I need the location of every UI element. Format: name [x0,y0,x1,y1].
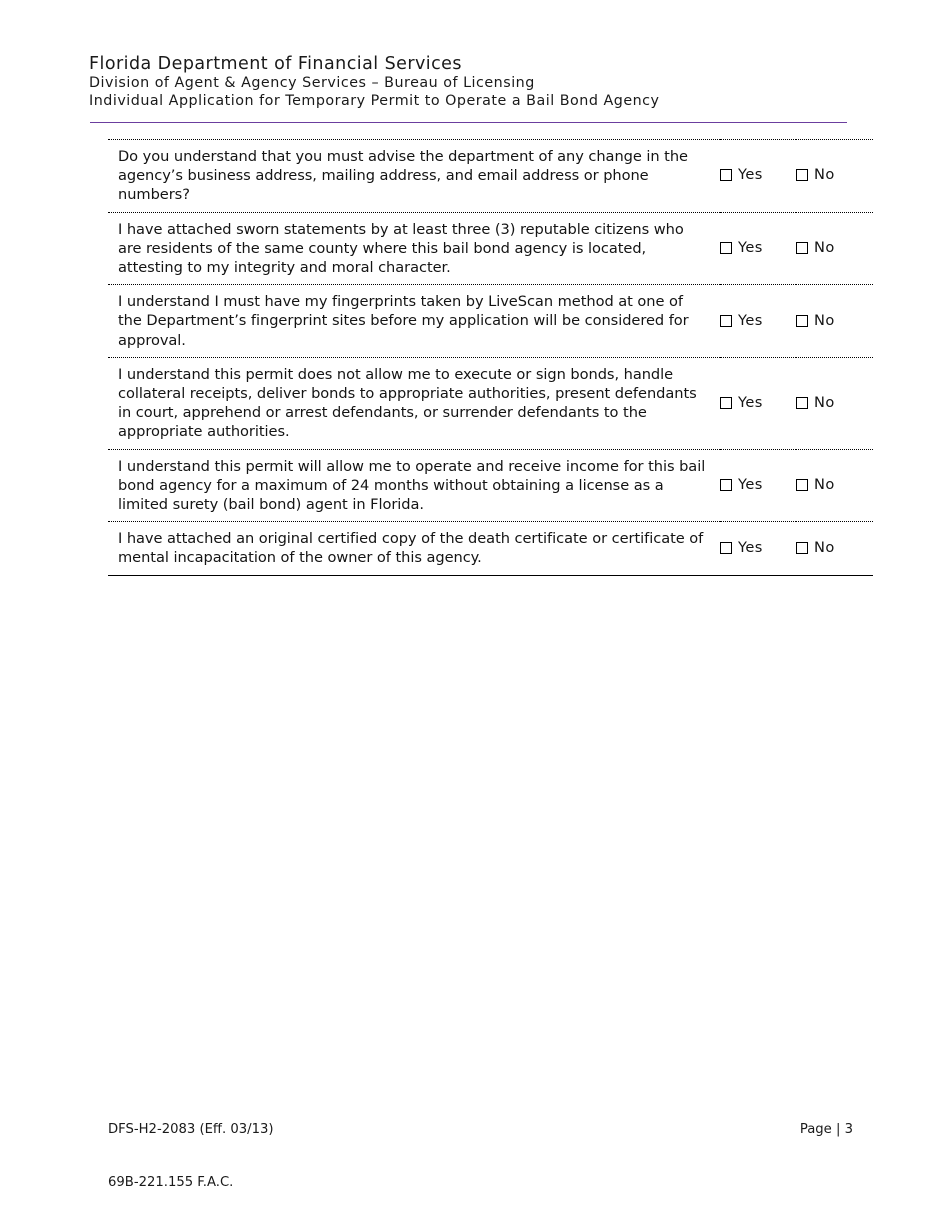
checkbox-label-no: No [814,475,835,493]
checkbox-label-no: No [814,238,835,256]
division-subtitle: Division of Agent & Agency Services – Bureau of Licensing [89,75,535,91]
checkbox-yes[interactable] [720,169,732,181]
answer-option-yes[interactable] [720,539,763,557]
table-row [108,212,873,285]
document-header [89,54,849,110]
checkbox-yes[interactable] [720,242,732,254]
checkbox-yes[interactable] [720,315,732,327]
question-text: I understand this permit does not allow me to execute or sign bonds, handle collateral receipts, deliver bonds to appropriate authorities, present defendants in court, apprehend or arrest defendants, or surrender defendants to the appropriate authorities. [118,365,697,441]
checkbox-label-no: No [814,538,835,556]
checkbox-label-yes: Yes [738,238,763,256]
checkbox-label-yes: Yes [738,475,763,493]
checkbox-yes[interactable] [720,479,732,491]
questions-body [108,140,873,576]
answer-cell-no [796,357,873,449]
answer-cell-yes [720,522,796,575]
checkbox-label-no: No [814,166,835,184]
table-row [108,357,873,449]
table-row [108,285,873,358]
acknowledgement-questions-table [108,139,873,576]
checkbox-yes[interactable] [720,397,732,409]
question-text: I have attached sworn statements by at least three (3) reputable citizens who are residents of the same county where this bail bond agency is located, attesting to my integrity and moral character. [118,220,684,277]
form-title: Individual Application for Temporary Permit to Operate a Bail Bond Agency [89,92,660,109]
answer-cell-no [796,522,873,575]
table-row [108,522,873,575]
checkbox-no[interactable] [796,479,808,491]
checkbox-no[interactable] [796,315,808,327]
answer-option-no[interactable] [796,394,835,412]
answer-cell-yes [720,357,796,449]
answer-option-no[interactable] [796,239,835,257]
checkbox-no[interactable] [796,169,808,181]
checkbox-label-yes: Yes [738,166,763,184]
footer-top-line [108,1121,853,1141]
answer-cell-no [796,140,873,213]
answer-option-yes[interactable] [720,476,763,494]
table-row [108,140,873,213]
answer-cell-yes [720,212,796,285]
checkbox-label-yes: Yes [738,538,763,556]
answer-cell-no [796,449,873,522]
answer-option-no[interactable] [796,539,835,557]
table-row [108,449,873,522]
answer-option-yes[interactable] [720,312,763,330]
checkbox-yes[interactable] [720,542,732,554]
fac-reference: 69B-221.155 F.A.C. [108,1175,234,1190]
answer-option-no[interactable] [796,476,835,494]
answer-option-yes[interactable] [720,166,763,184]
question-text: I have attached an original certified copy of the death certificate or certificate of mental incapacitation of the owner of this agency. [118,530,704,567]
question-text: I understand I must have my fingerprints taken by LiveScan method at one of the Department’s fingerprint sites before my application will be considered for approval. [118,293,689,349]
header-divider-rule [90,122,847,123]
checkbox-no[interactable] [796,242,808,254]
page-number: Page | 3 [799,1122,853,1137]
checkbox-no[interactable] [796,542,808,554]
checkbox-no[interactable] [796,397,808,409]
answer-cell-yes [720,449,796,522]
checkbox-label-yes: Yes [738,393,763,411]
form-code: DFS-H2-2083 (Eff. 03/13) [108,1122,274,1137]
answer-option-yes[interactable] [720,239,763,257]
answer-cell-no [796,212,873,285]
question-text: Do you understand that you must advise the department of any change in the agency’s business address, mailing address, and email address or phone numbers? [118,148,688,204]
checkbox-label-no: No [814,393,835,411]
checkbox-label-yes: Yes [738,311,763,329]
answer-option-yes[interactable] [720,394,763,412]
checkbox-label-no: No [814,311,835,329]
answer-cell-yes [720,140,796,213]
answer-option-no[interactable] [796,312,835,330]
answer-cell-no [796,285,873,358]
document-footer [108,1121,853,1201]
organization-title: Florida Department of Financial Services [89,54,462,74]
question-text: I understand this permit will allow me to operate and receive income for this bail bond agency for a maximum of 24 months without obtaining a license as a limited surety (bail bond) agent in Florida. [118,457,706,514]
answer-cell-yes [720,285,796,358]
answer-option-no[interactable] [796,166,835,184]
